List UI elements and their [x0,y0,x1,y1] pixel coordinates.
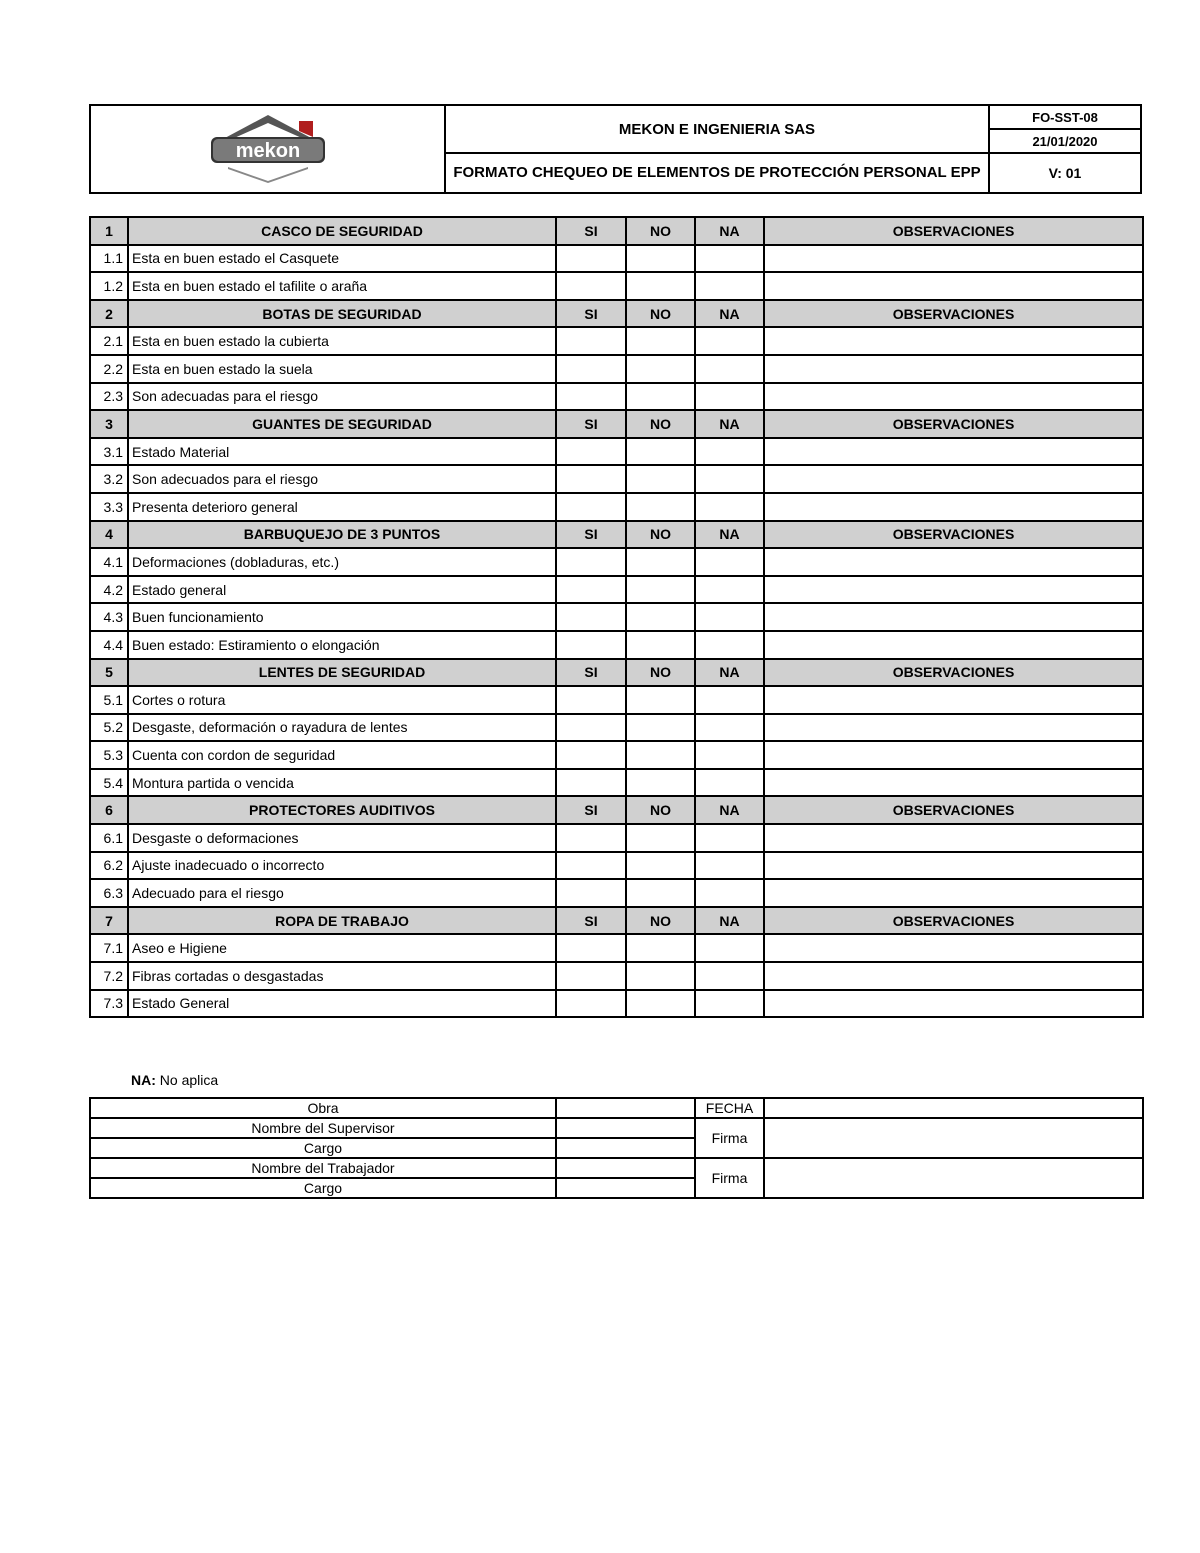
na-check-cell[interactable] [695,769,764,797]
observaciones-cell[interactable] [764,548,1143,576]
observaciones-column-header: OBSERVACIONES [764,217,1143,245]
si-check-cell[interactable] [556,465,626,493]
na-note [131,1072,218,1088]
si-check-cell[interactable] [556,548,626,576]
supervisor-cargo-label: Cargo [90,1138,556,1158]
na-check-cell[interactable] [695,714,764,742]
item-description: Aseo e Higiene [128,934,556,962]
section-number: 6 [90,796,128,824]
si-column-header: SI [556,796,626,824]
observaciones-column-header: OBSERVACIONES [764,796,1143,824]
observaciones-column-header: OBSERVACIONES [764,907,1143,935]
si-check-cell[interactable] [556,438,626,466]
trabajador-label: Nombre del Trabajador [90,1158,556,1178]
item-description: Cuenta con cordon de seguridad [128,741,556,769]
observaciones-cell[interactable] [764,934,1143,962]
observaciones-cell[interactable] [764,631,1143,659]
observaciones-cell[interactable] [764,741,1143,769]
section-title: LENTES DE SEGURIDAD [128,659,556,687]
no-check-cell[interactable] [626,990,695,1018]
supervisor-label: Nombre del Supervisor [90,1118,556,1138]
section-title: BARBUQUEJO DE 3 PUNTOS [128,521,556,549]
item-number: 7.1 [90,934,128,962]
item-description: Montura partida o vencida [128,769,556,797]
observaciones-cell[interactable] [764,714,1143,742]
checklist-item-row [90,714,1143,742]
no-check-cell[interactable] [626,879,695,907]
item-number: 1.2 [90,272,128,300]
na-check-cell[interactable] [695,327,764,355]
item-number: 2.1 [90,327,128,355]
na-column-header: NA [695,217,764,245]
si-check-cell[interactable] [556,990,626,1018]
item-description: Estado General [128,990,556,1018]
na-check-cell[interactable] [695,576,764,604]
observaciones-cell[interactable] [764,245,1143,273]
na-check-cell[interactable] [695,245,764,273]
fecha-field[interactable] [764,1098,1143,1118]
item-number: 7.2 [90,962,128,990]
checklist-item-row [90,934,1143,962]
section-number: 3 [90,410,128,438]
trabajador-cargo-label: Cargo [90,1178,556,1198]
na-check-cell[interactable] [695,852,764,880]
checklist-item-row [90,603,1143,631]
si-column-header: SI [556,907,626,935]
na-check-cell[interactable] [695,934,764,962]
trabajador-cargo-field[interactable] [556,1178,695,1198]
observaciones-cell[interactable] [764,990,1143,1018]
item-number: 3.2 [90,465,128,493]
fecha-label: FECHA [695,1098,764,1118]
logo-text: mekon [235,139,300,162]
no-check-cell[interactable] [626,852,695,880]
observaciones-cell[interactable] [764,355,1143,383]
si-column-header: SI [556,521,626,549]
na-check-cell[interactable] [695,548,764,576]
na-column-header: NA [695,659,764,687]
supervisor-cargo-field[interactable] [556,1138,695,1158]
checklist-item-row [90,769,1143,797]
item-description: Son adecuados para el riesgo [128,465,556,493]
observaciones-cell[interactable] [764,962,1143,990]
no-check-cell[interactable] [626,741,695,769]
no-column-header: NO [626,659,695,687]
checklist-item-row [90,741,1143,769]
no-column-header: NO [626,796,695,824]
item-number: 6.3 [90,879,128,907]
si-column-header: SI [556,300,626,328]
na-check-cell[interactable] [695,272,764,300]
no-check-cell[interactable] [626,272,695,300]
section-header-row [90,796,1143,824]
item-number: 5.4 [90,769,128,797]
item-number: 6.2 [90,852,128,880]
na-check-cell[interactable] [695,879,764,907]
observaciones-cell[interactable] [764,769,1143,797]
si-check-cell[interactable] [556,962,626,990]
item-description: Buen funcionamiento [128,603,556,631]
item-description: Desgaste, deformación o rayadura de lentes [128,714,556,742]
si-check-cell[interactable] [556,245,626,273]
na-column-header: NA [695,410,764,438]
no-column-header: NO [626,521,695,549]
company-name: MEKON E INGENIERIA SAS [445,105,989,153]
item-description: Esta en buen estado el tafilite o araña [128,272,556,300]
observaciones-cell[interactable] [764,852,1143,880]
item-description: Buen estado: Estiramiento o elongación [128,631,556,659]
no-check-cell[interactable] [626,686,695,714]
checklist-item-row [90,686,1143,714]
na-column-header: NA [695,300,764,328]
observaciones-cell[interactable] [764,327,1143,355]
obra-label: Obra [90,1098,556,1118]
no-column-header: NO [626,907,695,935]
section-number: 5 [90,659,128,687]
company-logo [203,109,333,185]
na-check-cell[interactable] [695,465,764,493]
no-check-cell[interactable] [626,769,695,797]
na-column-header: NA [695,521,764,549]
checklist-item-row [90,548,1143,576]
item-number: 5.2 [90,714,128,742]
document-code: FO-SST-08 [989,105,1141,129]
no-check-cell[interactable] [626,383,695,411]
no-check-cell[interactable] [626,576,695,604]
no-column-header: NO [626,300,695,328]
item-description: Son adecuadas para el riesgo [128,383,556,411]
section-header-row [90,300,1143,328]
si-check-cell[interactable] [556,714,626,742]
item-description: Adecuado para el riesgo [128,879,556,907]
item-number: 2.2 [90,355,128,383]
observaciones-column-header: OBSERVACIONES [764,659,1143,687]
signoff-table [89,1097,1144,1199]
item-description: Estado Material [128,438,556,466]
no-column-header: NO [626,410,695,438]
no-check-cell[interactable] [626,603,695,631]
na-check-cell[interactable] [695,493,764,521]
na-check-cell[interactable] [695,824,764,852]
si-check-cell[interactable] [556,934,626,962]
si-check-cell[interactable] [556,769,626,797]
item-number: 5.1 [90,686,128,714]
na-column-header: NA [695,907,764,935]
na-check-cell[interactable] [695,438,764,466]
supervisor-firma-label: Firma [695,1118,764,1158]
no-check-cell[interactable] [626,245,695,273]
observaciones-cell[interactable] [764,879,1143,907]
checklist-item-row [90,272,1143,300]
item-description: Ajuste inadecuado o incorrecto [128,852,556,880]
checklist-item-row [90,576,1143,604]
item-number: 6.1 [90,824,128,852]
si-check-cell[interactable] [556,576,626,604]
na-check-cell[interactable] [695,355,764,383]
na-check-cell[interactable] [695,631,764,659]
section-title: ROPA DE TRABAJO [128,907,556,935]
item-number: 1.1 [90,245,128,273]
supervisor-firma-field[interactable] [764,1118,1143,1158]
checklist-item-row [90,962,1143,990]
si-check-cell[interactable] [556,493,626,521]
section-header-row [90,521,1143,549]
checklist-item-row [90,327,1143,355]
checklist-item-row [90,824,1143,852]
item-number: 5.3 [90,741,128,769]
section-number: 2 [90,300,128,328]
si-check-cell[interactable] [556,383,626,411]
observaciones-column-header: OBSERVACIONES [764,300,1143,328]
item-description: Fibras cortadas o desgastadas [128,962,556,990]
supervisor-field[interactable] [556,1118,695,1138]
observaciones-cell[interactable] [764,383,1143,411]
item-number: 4.4 [90,631,128,659]
item-number: 3.1 [90,438,128,466]
si-check-cell[interactable] [556,355,626,383]
checklist-item-row [90,438,1143,466]
si-check-cell[interactable] [556,879,626,907]
checklist-item-row [90,631,1143,659]
no-check-cell[interactable] [626,438,695,466]
logo-cell [90,105,445,193]
na-check-cell[interactable] [695,962,764,990]
si-check-cell[interactable] [556,272,626,300]
item-description: Deformaciones (dobladuras, etc.) [128,548,556,576]
document-title: FORMATO CHEQUEO DE ELEMENTOS DE PROTECCIÓN PERSONAL EPP [445,153,989,193]
item-description: Presenta deterioro general [128,493,556,521]
item-number: 3.3 [90,493,128,521]
checklist-item-row [90,990,1143,1018]
si-column-header: SI [556,410,626,438]
observaciones-cell[interactable] [764,686,1143,714]
item-number: 2.3 [90,383,128,411]
observaciones-cell[interactable] [764,272,1143,300]
si-column-header: SI [556,217,626,245]
section-title: BOTAS DE SEGURIDAD [128,300,556,328]
no-check-cell[interactable] [626,327,695,355]
si-check-cell[interactable] [556,686,626,714]
si-check-cell[interactable] [556,631,626,659]
section-number: 4 [90,521,128,549]
si-check-cell[interactable] [556,603,626,631]
checklist-item-row [90,852,1143,880]
na-check-cell[interactable] [695,741,764,769]
section-title: GUANTES DE SEGURIDAD [128,410,556,438]
checklist-item-row [90,465,1143,493]
observaciones-column-header: OBSERVACIONES [764,521,1143,549]
observaciones-cell[interactable] [764,493,1143,521]
si-check-cell[interactable] [556,824,626,852]
observaciones-cell[interactable] [764,438,1143,466]
item-description: Estado general [128,576,556,604]
section-number: 1 [90,217,128,245]
checklist-item-row [90,245,1143,273]
document-header [89,104,1142,194]
section-title: PROTECTORES AUDITIVOS [128,796,556,824]
na-column-header: NA [695,796,764,824]
item-number: 7.3 [90,990,128,1018]
checklist-item-row [90,383,1143,411]
section-header-row [90,410,1143,438]
item-description: Esta en buen estado la suela [128,355,556,383]
observaciones-cell[interactable] [764,824,1143,852]
na-check-cell[interactable] [695,383,764,411]
item-description: Cortes o rotura [128,686,556,714]
no-check-cell[interactable] [626,631,695,659]
trabajador-firma-label: Firma [695,1158,764,1198]
observaciones-cell[interactable] [764,465,1143,493]
si-column-header: SI [556,659,626,687]
observaciones-cell[interactable] [764,576,1143,604]
no-check-cell[interactable] [626,824,695,852]
si-check-cell[interactable] [556,852,626,880]
na-check-cell[interactable] [695,990,764,1018]
observaciones-column-header: OBSERVACIONES [764,410,1143,438]
item-number: 4.3 [90,603,128,631]
no-check-cell[interactable] [626,714,695,742]
item-description: Desgaste o deformaciones [128,824,556,852]
si-check-cell[interactable] [556,741,626,769]
document-version: V: 01 [989,153,1141,193]
item-number: 4.2 [90,576,128,604]
section-number: 7 [90,907,128,935]
na-check-cell[interactable] [695,603,764,631]
checklist-item-row [90,355,1143,383]
no-check-cell[interactable] [626,493,695,521]
checklist-table [89,216,1144,1018]
no-check-cell[interactable] [626,355,695,383]
section-header-row [90,907,1143,935]
section-header-row [90,217,1143,245]
si-check-cell[interactable] [556,327,626,355]
item-description: Esta en buen estado la cubierta [128,327,556,355]
trabajador-field[interactable] [556,1158,695,1178]
no-column-header: NO [626,217,695,245]
item-number: 4.1 [90,548,128,576]
obra-field[interactable] [556,1098,695,1118]
no-check-cell[interactable] [626,465,695,493]
document-date: 21/01/2020 [989,129,1141,153]
na-note-text: No aplica [155,1072,219,1088]
checklist-item-row [90,879,1143,907]
na-note-label: NA: [131,1072,156,1088]
section-header-row [90,659,1143,687]
section-title: CASCO DE SEGURIDAD [128,217,556,245]
no-check-cell[interactable] [626,962,695,990]
no-check-cell[interactable] [626,548,695,576]
item-description: Esta en buen estado el Casquete [128,245,556,273]
na-check-cell[interactable] [695,686,764,714]
observaciones-cell[interactable] [764,603,1143,631]
trabajador-firma-field[interactable] [764,1158,1143,1198]
no-check-cell[interactable] [626,934,695,962]
checklist-item-row [90,493,1143,521]
